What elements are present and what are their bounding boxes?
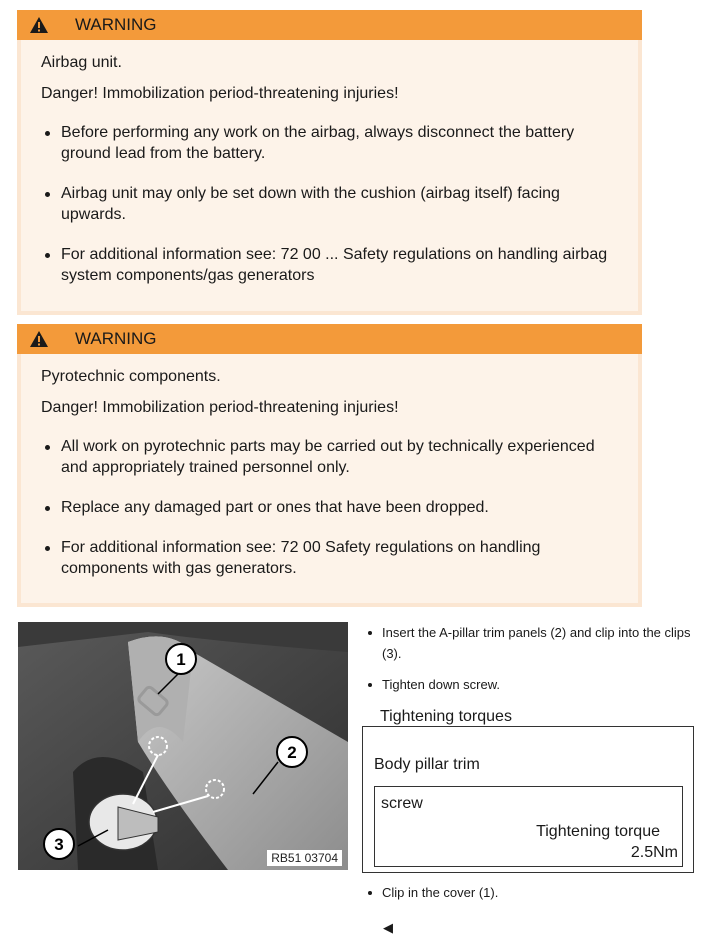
figure-label: RB51 03704 bbox=[267, 850, 342, 866]
a-pillar-photo bbox=[18, 622, 348, 870]
warning-header bbox=[17, 324, 642, 354]
warning-bullet: Replace any damaged part or ones that have been dropped. bbox=[39, 497, 620, 518]
warning-title: WARNING bbox=[75, 15, 157, 34]
warning-danger: Danger! Immobilization period-threatening injuries! bbox=[41, 85, 399, 102]
callout-1 bbox=[166, 644, 196, 674]
warning-bullet: Airbag unit may only be set down with the cushion (airbag itself) facing upwards. bbox=[39, 183, 620, 225]
a-pillar-illustration bbox=[18, 622, 348, 870]
torque-label: Tightening torque bbox=[536, 823, 660, 840]
callout-3 bbox=[44, 829, 74, 859]
torque-item: screw bbox=[381, 795, 423, 812]
torque-value: 2.5Nm bbox=[630, 844, 678, 861]
warning-bullet: Before performing any work on the airbag, always disconnect the battery ground lead from the battery. bbox=[39, 122, 620, 164]
end-marker-icon: ◀ bbox=[383, 920, 393, 935]
torque-table-row bbox=[374, 786, 683, 867]
step-insert-trim: Insert the A-pillar trim panels (2) and clip into the clips (3). bbox=[362, 622, 696, 664]
warning-header bbox=[17, 10, 642, 40]
warning-bullet-list bbox=[39, 122, 620, 286]
warning-bullet: For additional information see: 72 00 Safety regulations on handling components with gas generators. bbox=[39, 537, 620, 579]
warning-bullet: For additional information see: 72 00 ... Safety regulations on handling airbag system components/gas generators bbox=[39, 244, 620, 286]
svg-text:1: 1 bbox=[176, 650, 186, 669]
instruction-steps bbox=[362, 622, 696, 695]
warning-bullet-list bbox=[39, 436, 620, 579]
warning-bullet: All work on pyrotechnic parts may be carried out by technically experienced and appropriately trained personnel only. bbox=[39, 436, 620, 478]
warning-subject: Pyrotechnic components. bbox=[41, 368, 221, 385]
callout-2 bbox=[277, 737, 307, 767]
warning-box-airbag bbox=[17, 10, 642, 315]
warning-triangle-icon bbox=[29, 16, 49, 34]
svg-text:3: 3 bbox=[54, 835, 64, 854]
step-tighten-screw: Tighten down screw. bbox=[362, 674, 696, 695]
warning-triangle-icon bbox=[29, 330, 49, 348]
torque-table bbox=[362, 726, 694, 873]
svg-text:2: 2 bbox=[287, 743, 297, 762]
torque-table-title: Body pillar trim bbox=[374, 756, 480, 773]
warning-subject: Airbag unit. bbox=[41, 54, 122, 71]
tightening-torques-heading: Tightening torques bbox=[380, 708, 512, 725]
warning-title: WARNING bbox=[75, 329, 157, 348]
warning-box-pyrotechnic bbox=[17, 324, 642, 607]
step-clip-cover: Clip in the cover (1). bbox=[362, 882, 498, 903]
warning-danger: Danger! Immobilization period-threatening injuries! bbox=[41, 399, 399, 416]
